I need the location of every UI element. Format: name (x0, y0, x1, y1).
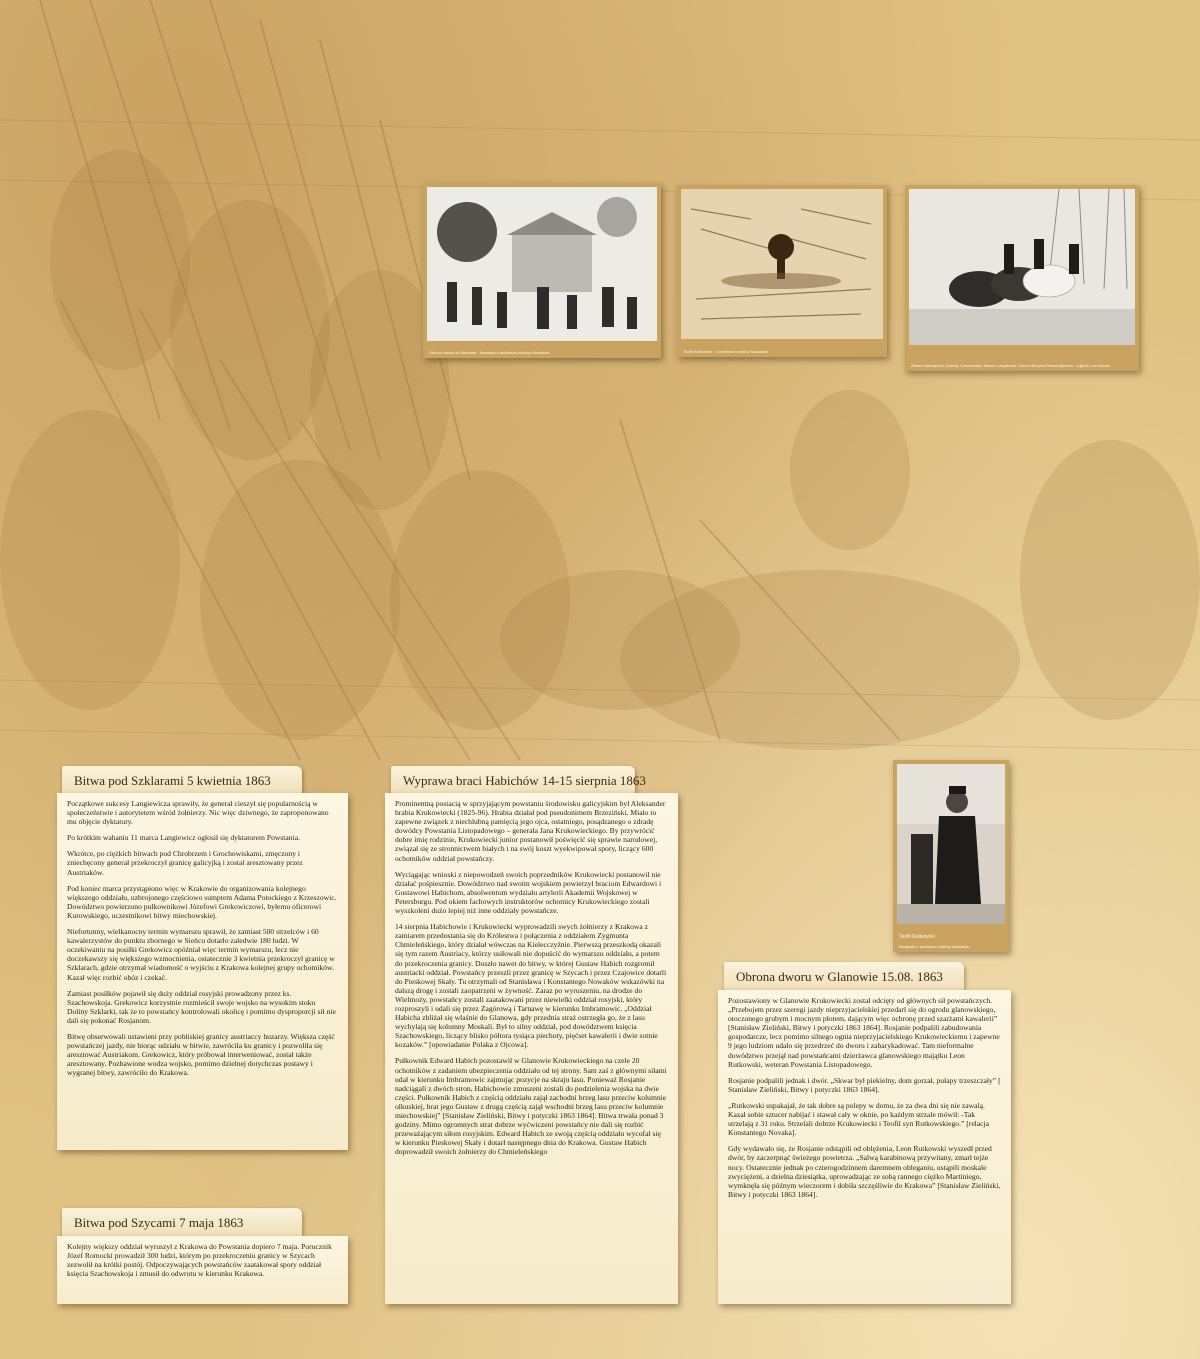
photo-teofil-rutkowski-portrait (893, 760, 1009, 952)
paragraph: Wkrótce, po ciężkich bitwach pod Chrobrzem i Grochowiskami, zmęczony i zniechęcony generał przekroczył granicę galicyjką i został aresztowany przez Austriaków. (67, 849, 303, 877)
paragraph: 14 sierpnia Habichowie i Krukowiecki wyprowadzili swych żołnierzy z Krakowa z zamiarem przedostania się do Królestwa i połączenia z oddziałem Zygmunta Chmieleńskiego, który działał wówczas na Kielecczyźnie. Pierwszą przeszkodą okazali się tym razem Austriacy, którzy usiłowali nie dopuścić do wymarszu oddziału, a potem do przekroczenia granicy. Doszło nawet do bitwy, w której Gustaw Habich rozgromił austriacki oddział. Powstańcy przeszli przez granicę w Szycach i przez Czajowice dotarli do Pieskowej Skały. Tu otrzymali od Stanisława i Konstantego Nowaków wskazówki na dalszą drogę i zostali zaopatrzeni w żywność. Zaraz po wyruszeniu, na drodze do Wielmoży, powstańcy zostali zaatakowani przez niewielki oddział rosyjski, który rozproszyli i udali się przez Zagórową i Tarnawę w kierunku Imbramowic. „Oddział Habicha zbliżał się właśnie do Glanowa, gdy przednia straż ostrzegła go, że z lasu wychylają się kolumny Moskali. Był to silny oddział, pod dowództwem księcia Szachowskiego, liczący blisko półtora tysiąca piechoty, pięćset kawalerii i dwie sotnie kozaków.” [opowiadanie Polaka z Ojcowa]. (395, 922, 667, 1050)
officers-photograph (909, 189, 1135, 345)
paragraph: „Rutkowski uspakajał, że tak dobre są polepy w domu, że za dwa dni się nie zawalą. Kazał sobie sztucer nabijać i stawał cały w oknie, po każdym strzale mówił: -Tak strzelają z 31 roku. Strzelali dobrze Krukowiecki i Teofil syn Rutkowskiego.” [relacja Konstantego Novaka]. (728, 1100, 990, 1138)
section-body-szklary (57, 793, 348, 1150)
paragraph: Pułkownik Edward Habich pozostawił w Glanowie Krukowieckiego na czele 20 ochotników z zadaniem ubezpieczenia oddziału od tej strony. Sam zaś z głównymi siłami udał w kierunku Imbramowic zajmując pozycje na skraju lasu. Ponieważ Rosjanie nadciągali z dwóch stron, Habichowie zmuszeni zostali do podzielenia wojska na dwie części. Pułkownik Habich z częścią oddziału zajął zachodni brzeg lasu przeciw kolumnie olkuskiej, brat jego Gustaw z drugą częścią zajął wschodni brzeg lasu przeciw kolumnie miechowskiej” [Stanisław Zieliński, Bitwy i potyczki 1863 1864]. Bitwa trwała ponad 3 godziny. Mimo ogromnych strat dobrze wyćwiczeni powstańcy nie dali się rozbić przeważającym siłom rosyjskim. Edward Habich ze swoją częścią oddziału wycofał się w kierunku Pieskowej Skały i dotarł następnego dnia do Krakowa. Gustaw Habich doprowadził swoich żołnierzy do Chmieleńskiego (395, 1056, 667, 1157)
paragraph: Po krótkim wahaniu 11 marca Langiewicz ogłosił się dyktatorem Powstania. (67, 833, 300, 843)
portrait-caption: Teofil Rutkowski (899, 934, 935, 940)
photo-caption: Antoni Jastrzębski, Dionizy Czachowski, Marian Langiewicz i Anna Henryka Pustowójtówna · zdjęcie z archiwum (911, 363, 1111, 368)
portrait-subcaption: fotografia z archiwum rodziny Nowaków (899, 944, 970, 949)
photo-caption: Obrona dworu w Glanowie · ilustracja z archiwum rodziny Nowaków (429, 350, 550, 355)
photo-manor-defense (423, 183, 661, 358)
sepia-sketch (681, 189, 883, 339)
section-body-glanow (718, 990, 1011, 1304)
paragraph: Prominentną postacią w sprzyjającym powstaniu środowisku galicyjskim był Aleksander hrabia Krukowiecki (1825-96). Hrabia działał pod pseudonimem Brzeziński. Miało to zapewne związek z niechlubną pamięcią jego ojca, ostatniego, posądzanego o zdradę dowódcy Powstania Listopadowego – generała Jana Krukowieckiego. By przywrócić dobre imię rodzinie, Krukowiecki junior postanowił poświęcić się sprawie narodowej, związał się ze stronnictwem białych i na swój koszt wyekwipował spory, liczący 600 ochotników oddział powstańczy. (395, 799, 666, 863)
portrait-photograph (897, 764, 1005, 924)
paragraph: Niefortunny, wielkanocny termin wymarszu sprawił, że zamiast 500 strzelców i 60 kawalerzystów do punktu zbornego w Sieńcu dotarło zaledwie 180 ludzi. W oczekiwaniu na posiłki Grekowicz opóźniał więc termin wymarszu, lecz nie doczekawszy się większego wzmocnienia, ostatecznie 3 kwietnia przekroczył granicę w Szklarach, gdzie otrzymał wiadomość o wyjściu z Krakowa kolejnej grupy ochotników. Kazał więc rozbić obóz i czekać. (67, 927, 335, 982)
paragraph: Gdy wydawało się, że Rosjanie odstąpili od oblężenia, Leon Rutkowski wyszedł przed dwór, by zaczerpnąć świeżego powietrza. „Salwą karabinową przywitany, zmarł tejże nocy. Ostatecznie jednak po czterogodzinnem daremnem obleganiu, ustąpili moskale zwyciężeni, a dzielna dziesiątka, uprowadzając ze sobą rannego ciężko Martiniego, wymknęła się późnym wieczorem i dobiła szczęśliwie do Krakowa” [Stanisław Zieliński, Bitwy i potyczki 1863 1864]. (728, 1144, 1001, 1199)
paragraph: Początkowe sukcesy Langiewicza sprawiły, że generał cieszył się popularnością w społeczeństwie i autorytetem wśród żołnierzy. Nic więc dziwnego, że zaproponowano mu objęcie dyktatury. (67, 799, 329, 827)
section-title-glanow (724, 962, 964, 990)
photo-officers-on-horses (905, 185, 1139, 371)
paragraph: Rosjanie podpalili jednak i dwór. „Skwar był piekielny, dom gorzał, pułapy trzeszczały” [ Stanisław Zieliński, Bitwy i potyczki 1863 1864]. (728, 1075, 1001, 1094)
section-title-szyce (62, 1208, 302, 1236)
section-title-text: Bitwa pod Szycami 7 maja 1863 (74, 1215, 244, 1230)
section-body-habich (385, 793, 678, 1304)
paragraph: Zamiast posiłków pojawił się duży oddział rosyjski prowadzony przez ks. Szachowskoja. Grekowicz korzystnie rozmieścił swoje wojsko na wysokim stoku Doliny Szklarki, tak że to powstańcy kontrolowali okolicę i pomimo dysproporcji sił nie dali się pokonać Rosjanom. (67, 988, 336, 1025)
photo-caption: Teofil Rutkowski · z archiwum rodziny Nowaków (683, 349, 768, 354)
manor-defense-engraving (427, 187, 657, 341)
section-title-szklary (62, 766, 302, 794)
paragraph: Bitwę obserwowali ustawieni przy pobliskiej granicy austriaccy huzarzy. Większa część powstańczej jazdy, nie biorąc udziału w bitwie, zawróciła ku granicy i pozwoliła się aresztować Austriakom. Grekowicz, który próbował interweniować, został także aresztowany. Pozbawione wodza wojsko, pomimo dzielnej dotychczas postawy i wygranej bitwy, zawróciło do Krakowa. (67, 1031, 335, 1078)
paragraph: Pozostawiony w Glanowie Krukowiecki został odcięty od głównych sił powstańczych. „Przebojem przez szeregi jazdy nieprzyjacielskiej przedarł się do ogrodu glanowskiego, otoczonego grubym i mocnym płotem, dającym więc ochronę przed szarżami kawalerii” [Stanisław Zieliński, Bitwy i potyczki 1863 1864]. Rosjanie podpalili zabudowania gospodarcze, lecz pomimo silnego ognia nieprzyjacielskiego Krukowieckiemu i zapewne 9 jego ludziom udało się przedrzeć do dworu i zabarykadować. Tam nieformalne dowództwo przejął nad powstańcami dzierżawca glanowskiego majątku Leon Rutkowski, weteran Powstania Listopadowego. (728, 996, 1000, 1069)
photo-teofil-sketch (677, 185, 887, 357)
section-body-szyce (57, 1236, 348, 1304)
section-title-text: Wyprawa braci Habichów 14-15 sierpnia 1863 (403, 773, 646, 788)
paragraph: Wyciągając wnioski z niepowodzeń swoich poprzedników Krukowiecki postanowił nie działać pośpiesznie. Dowództwo nad swoim wojskiem powierzył braciom Edwardowi i Gustawowi Habichom, absolwentom wydziału artylerii Akademii Wojskowej w Petersburgu. Pod okiem fachowych instruktorów ochotnicy Krukowieckiego zostali wyszkoleni dużo lepiej niż inne oddziały powstańcze. (395, 869, 662, 916)
section-title-text: Bitwa pod Szklarami 5 kwietnia 1863 (74, 773, 271, 788)
paragraph: Pod koniec marca przystąpiono więc w Krakowie do organizowania kolejnego większego oddziału, uzbrojonego częściowo sumptem Adama Potockiego z Krzeszowic. Dowództwo powierzono pułkownikowi Józefowi Grekowiczowi, byłemu oficerowi Kurowskiego, uczestnikowi bitwy miechowskiej. (67, 883, 337, 920)
paragraph: Kolejny większy oddział wyruszył z Krakowa do Powstania dopiero 7 maja. Porucznik Józef Romocki prowadził 300 ludzi, którym po przekroczeniu granicy w Szycach zezwolił na krótki postój. Odpoczywających powstańców zaatakował spory oddział księcia Szachowskoja i zmusił do odwrotu w kierunku Krakowa. (67, 1242, 332, 1279)
section-title-text: Obrona dworu w Glanowie 15.08. 1863 (736, 969, 943, 984)
section-title-habich (391, 766, 646, 794)
